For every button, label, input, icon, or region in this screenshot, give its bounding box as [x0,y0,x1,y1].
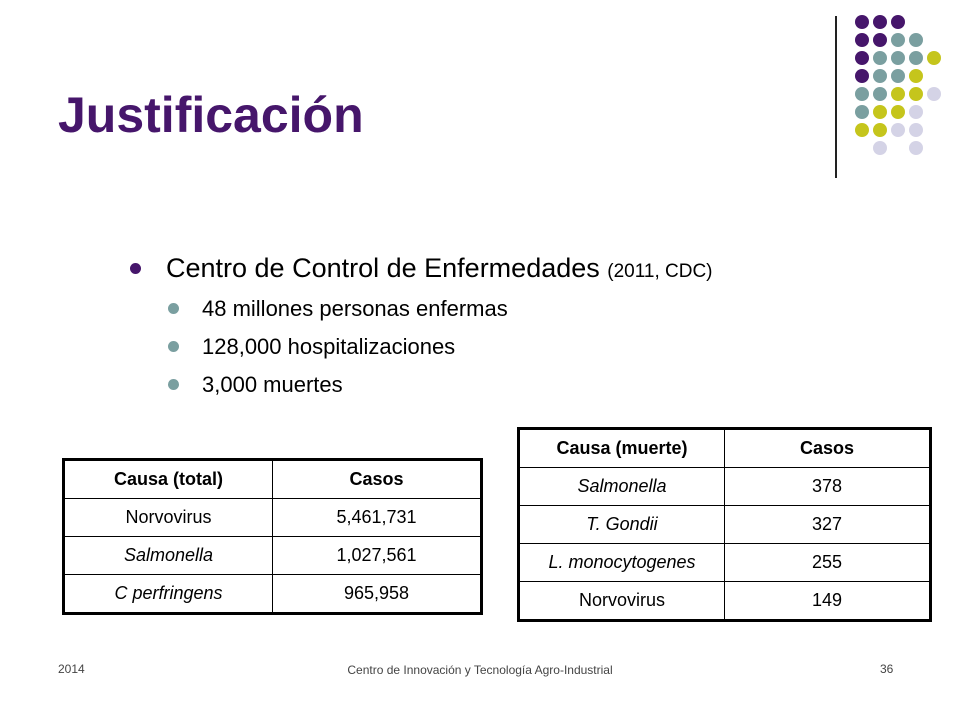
decorative-dot [909,87,923,101]
cell-cases: 255 [725,544,931,582]
decorative-dot [891,105,905,119]
decorative-dot [927,87,941,101]
sub-bullet [168,290,713,328]
table-header-row [519,429,931,468]
main-bullet [130,250,713,290]
decorative-dot [855,51,869,65]
sub-bullet-text: 3,000 muertes [202,372,343,397]
table-header-row [64,460,482,499]
header-cases: Casos [725,429,931,468]
decorative-divider [835,16,837,178]
decorative-dot [873,123,887,137]
decorative-dot [909,51,923,65]
cell-cause: Salmonella [64,537,273,575]
slide-title: Justificación [58,87,364,143]
cell-cases: 5,461,731 [273,499,482,537]
cell-cause: Norvovirus [64,499,273,537]
cell-cause: Norvovirus [519,582,725,621]
decorative-dot [909,141,923,155]
decorative-dot [873,69,887,83]
cell-cause: L. monocytogenes [519,544,725,582]
decorative-dot [927,51,941,65]
decorative-dot [873,141,887,155]
bullet-dot-icon [168,303,179,314]
header-cause: Causa (muerte) [519,429,725,468]
footer-page-number: 36 [880,662,894,676]
decorative-dot [873,33,887,47]
bullet-dot-icon [168,379,179,390]
cell-cases: 378 [725,468,931,506]
table-death-cases [517,427,932,622]
main-bullet-text: Centro de Control de Enfermedades [166,253,600,283]
cell-cases: 149 [725,582,931,621]
decorative-dot [891,123,905,137]
bullet-dot-icon [168,341,179,352]
cell-cause: C perfringens [64,575,273,614]
sub-bullet [168,366,713,404]
cell-cause: Salmonella [519,468,725,506]
decorative-dot [873,87,887,101]
table-row [64,537,482,575]
cell-cases: 327 [725,506,931,544]
footer-center-text: Centro de Innovación y Tecnología Agro-Industrial [347,663,613,677]
table-row [519,468,931,506]
decorative-dot [891,69,905,83]
table-row [519,506,931,544]
decorative-dot [855,123,869,137]
decorative-dot [873,15,887,29]
bullet-list [130,250,713,404]
table-row [519,544,931,582]
cell-cause: T. Gondii [519,506,725,544]
decorative-dot [909,69,923,83]
table-row [64,575,482,614]
decorative-dot [873,51,887,65]
table-row [519,582,931,621]
decorative-dot [891,33,905,47]
decorative-dot [891,51,905,65]
table-total-cases [62,458,483,615]
header-cases: Casos [273,460,482,499]
decorative-dot [891,87,905,101]
cell-cases: 1,027,561 [273,537,482,575]
footer-year: 2014 [58,662,85,676]
decorative-dot [891,15,905,29]
decorative-dot [855,33,869,47]
decorative-dot [855,15,869,29]
decorative-dot [909,123,923,137]
main-bullet-note: (2011, CDC) [607,261,713,282]
decorative-dot [855,69,869,83]
sub-bullet-text: 128,000 hospitalizaciones [202,334,456,359]
decorative-dot [909,33,923,47]
decorative-dot [909,105,923,119]
decorative-dot [873,105,887,119]
sub-bullet-text: 48 millones personas enfermas [202,296,508,321]
cell-cases: 965,958 [273,575,482,614]
decorative-dot [855,105,869,119]
header-cause: Causa (total) [64,460,273,499]
table-row [64,499,482,537]
decorative-dot [855,87,869,101]
bullet-dot-icon [130,263,141,274]
sub-bullet [168,328,713,366]
